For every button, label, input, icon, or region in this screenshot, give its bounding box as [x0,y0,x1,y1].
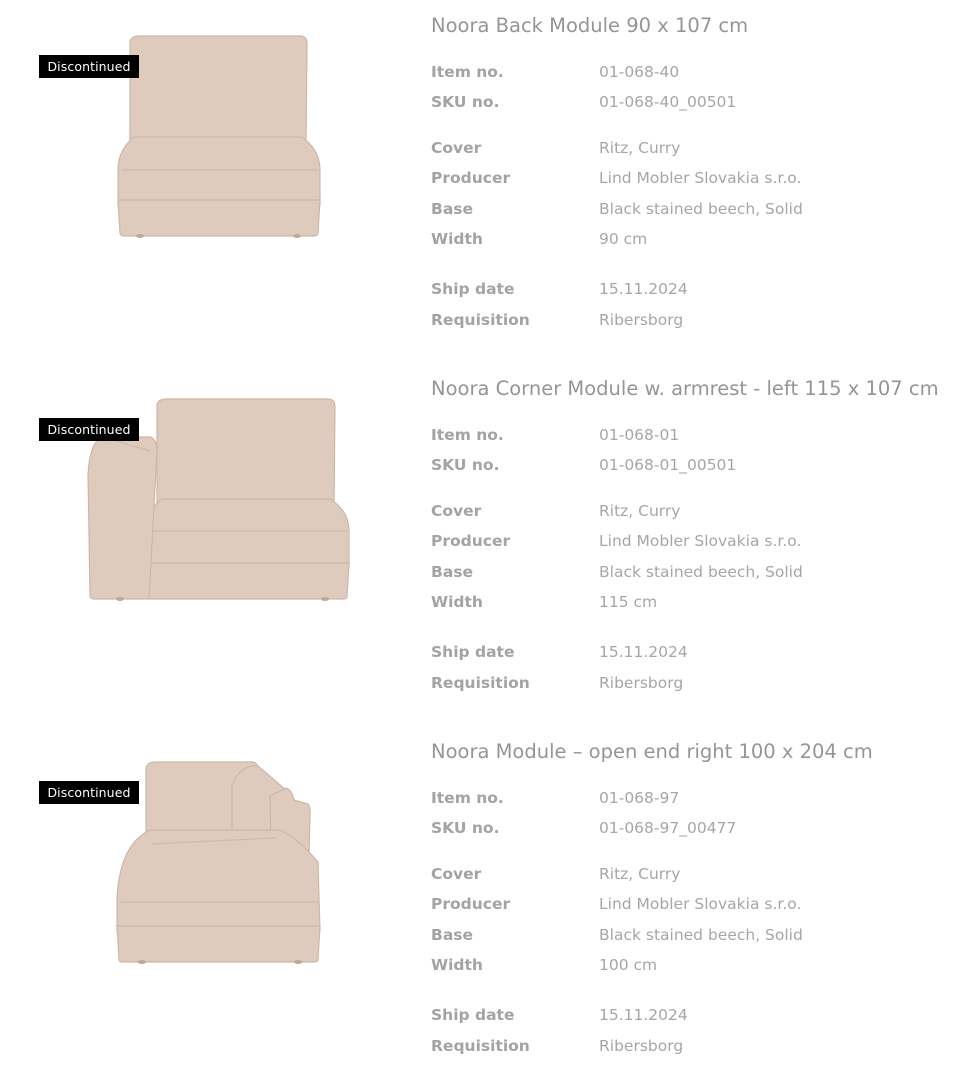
detail-value: Lind Mobler Slovakia s.r.o. [599,169,802,187]
detail-row-sku-no [431,817,951,839]
detail-label: Ship date [431,643,515,661]
detail-row-cover [431,863,951,885]
detail-value: 15.11.2024 [599,1006,688,1024]
detail-label: Item no. [431,426,504,444]
detail-row-base [431,924,951,946]
detail-label: Cover [431,139,482,157]
detail-value: Black stained beech, Solid [599,926,803,944]
detail-label: Base [431,563,474,581]
detail-row-cover [431,137,951,159]
detail-label: SKU no. [431,819,500,837]
detail-label: Requisition [431,311,530,329]
detail-label: SKU no. [431,93,500,111]
discontinued-badge: Discontinued [39,418,139,441]
detail-value: 90 cm [599,230,648,248]
detail-row-requisition [431,672,951,694]
detail-value: 01-068-01_00501 [599,456,737,474]
detail-row-sku-no [431,91,951,113]
product-image[interactable] [0,363,420,703]
product-title[interactable]: Noora Corner Module w. armrest - left 115 x 107 cm [431,377,939,400]
detail-label: Width [431,593,483,611]
detail-row-item-no [431,424,951,446]
detail-label: Item no. [431,789,504,807]
detail-value: Lind Mobler Slovakia s.r.o. [599,532,802,550]
detail-value: 115 cm [599,593,658,611]
discontinued-badge: Discontinued [39,55,139,78]
detail-value: Ribersborg [599,674,684,692]
detail-label: Producer [431,895,511,913]
detail-value: Ritz, Curry [599,502,681,520]
detail-row-producer [431,893,951,915]
detail-label: Ship date [431,280,515,298]
sofa-corner-module-image [0,363,420,703]
detail-value: Ritz, Curry [599,865,681,883]
detail-label: Producer [431,169,511,187]
detail-row-ship-date [431,641,951,663]
detail-label: Base [431,926,474,944]
product-title[interactable]: Noora Back Module 90 x 107 cm [431,14,749,37]
detail-value: Lind Mobler Slovakia s.r.o. [599,895,802,913]
product-card [0,363,960,726]
detail-value: Ribersborg [599,1037,684,1055]
detail-row-width [431,954,951,976]
detail-label: Ship date [431,1006,515,1024]
detail-label: Width [431,230,483,248]
detail-row-producer [431,167,951,189]
detail-label: Cover [431,865,482,883]
detail-value: 01-068-40 [599,63,680,81]
sofa-open-end-module-image [0,726,420,1066]
detail-label: Producer [431,532,511,550]
detail-label: Cover [431,502,482,520]
detail-row-requisition [431,309,951,331]
detail-label: Base [431,200,474,218]
detail-row-cover [431,500,951,522]
detail-row-ship-date [431,1004,951,1026]
detail-value: 01-068-40_00501 [599,93,737,111]
sofa-back-module-image [0,0,420,340]
detail-label: Width [431,956,483,974]
detail-label: Item no. [431,63,504,81]
detail-value: 15.11.2024 [599,280,688,298]
product-title[interactable]: Noora Module – open end right 100 x 204 cm [431,740,873,763]
detail-row-width [431,591,951,613]
detail-value: Black stained beech, Solid [599,563,803,581]
detail-row-ship-date [431,278,951,300]
detail-value: Ritz, Curry [599,139,681,157]
detail-value: 01-068-01 [599,426,680,444]
detail-value: 01-068-97_00477 [599,819,737,837]
detail-value: 15.11.2024 [599,643,688,661]
product-card [0,726,960,1089]
detail-row-requisition [431,1035,951,1057]
discontinued-badge: Discontinued [39,781,139,804]
detail-value: 100 cm [599,956,658,974]
detail-label: Requisition [431,1037,530,1055]
detail-row-base [431,561,951,583]
product-image[interactable] [0,726,420,1066]
detail-label: SKU no. [431,456,500,474]
detail-value: Black stained beech, Solid [599,200,803,218]
detail-label: Requisition [431,674,530,692]
detail-row-item-no [431,787,951,809]
product-card [0,0,960,363]
product-image[interactable] [0,0,420,340]
detail-row-width [431,228,951,250]
detail-value: 01-068-97 [599,789,680,807]
detail-value: Ribersborg [599,311,684,329]
detail-row-base [431,198,951,220]
detail-row-sku-no [431,454,951,476]
detail-row-item-no [431,61,951,83]
detail-row-producer [431,530,951,552]
